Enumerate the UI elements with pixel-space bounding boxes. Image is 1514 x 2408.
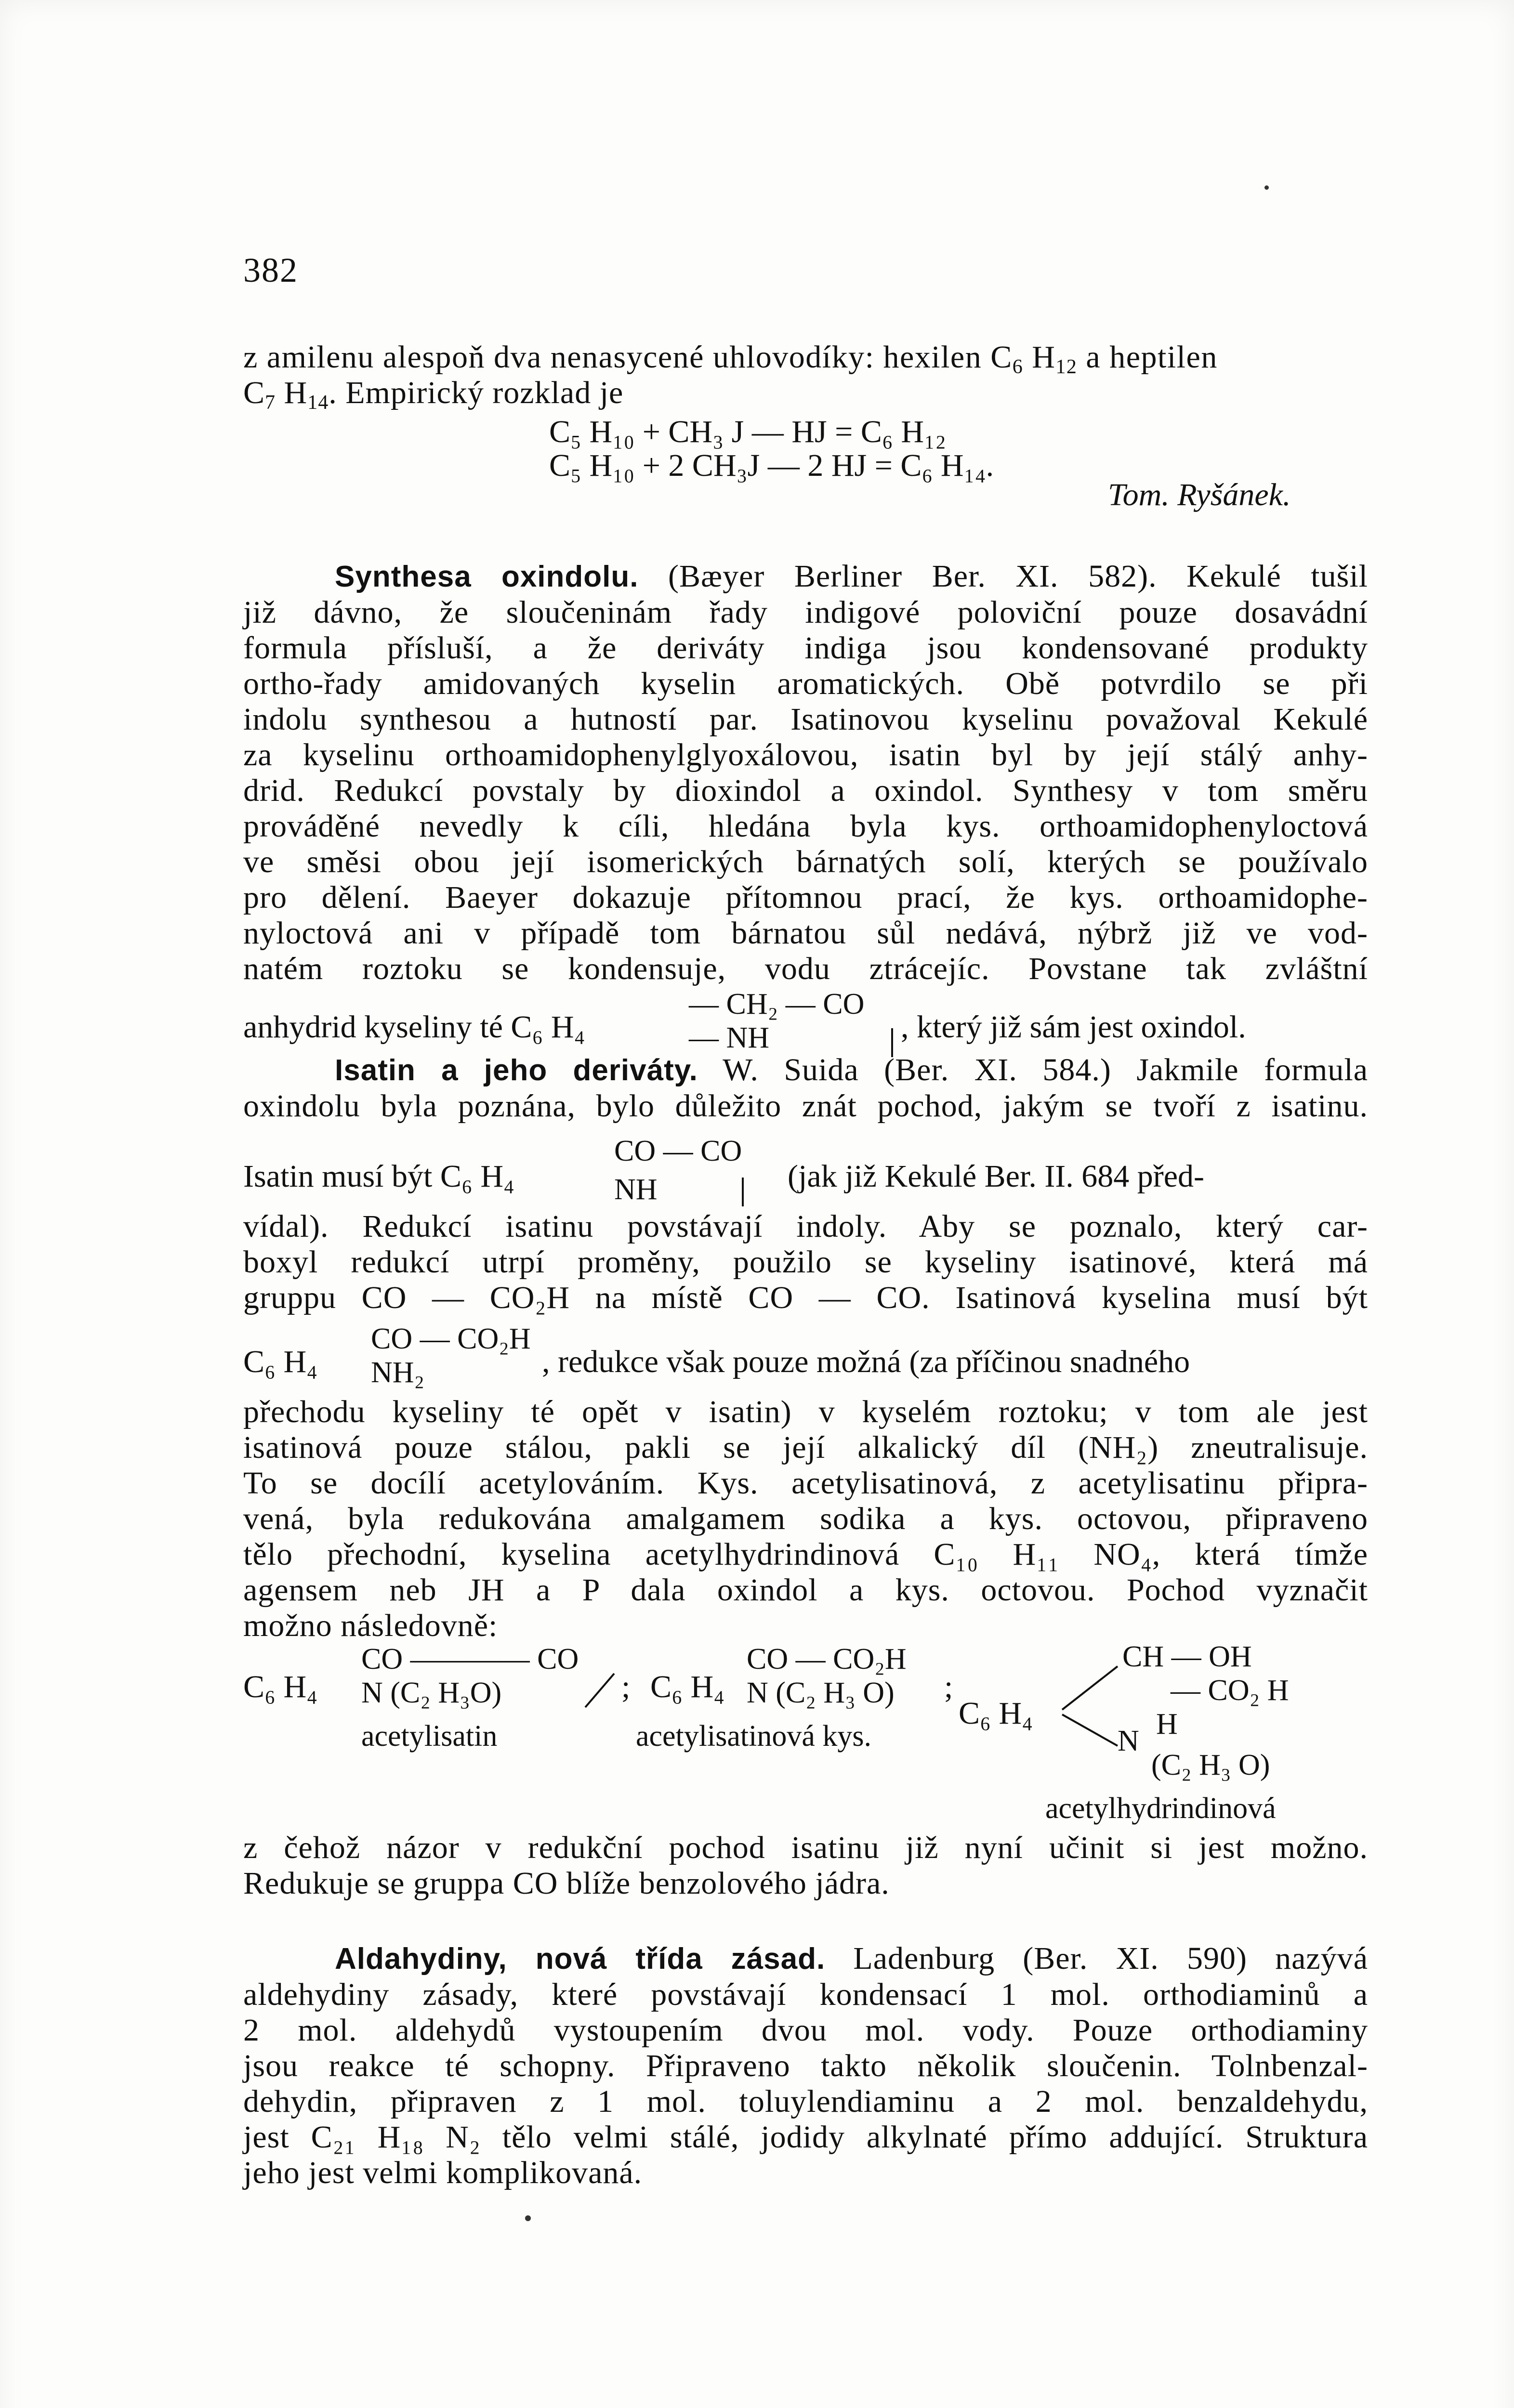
isatin-paragraph-b <box>243 1209 1368 1316</box>
scheme-f2-bottom: N (C₂ H₃ O) <box>747 1676 895 1709</box>
ink-speck <box>525 2215 531 2221</box>
section-line: ortho-řady amidovaných kyselin aromatických. Obě potvrdilo se při <box>243 666 1368 701</box>
section-line: boxyl redukcí utrpí proměny, použilo se kyseliny isatinové, která má <box>243 1244 1368 1280</box>
scheme-f3-label: acetylhydrindinová <box>1045 1792 1276 1825</box>
anhydrid-text: anhydrid kyseliny té C₆ H₄ <box>243 1009 585 1045</box>
scheme-f2-c6h4: C₆ H₄ <box>650 1669 725 1704</box>
acid-top: CO — CO₂H <box>371 1322 531 1355</box>
isatin-paragraph-d <box>243 1830 1368 1901</box>
scheme-f2-top: CO — CO₂H <box>747 1643 907 1675</box>
section-line: možno následovně: <box>243 1608 498 1643</box>
scheme-f3-bonds <box>1060 1657 1122 1753</box>
section-line: vená, byla redukována amalgamem sodika a kys. octovou, připraveno <box>243 1501 1368 1536</box>
section-line: Synthesa oxindolu. (Bæyer Berliner Ber. XI. 582). Kekulé tušil <box>335 559 1368 594</box>
section-line: ve směsi obou její isomerických bárnatých solí, kterých se používalo <box>243 844 1368 879</box>
section-line: z čehož názor v redukční pochod isatinu již nyní učinit si jest možno. <box>243 1830 1368 1865</box>
section-line: To se docílí acetylováním. Kys. acetylisatinová, z acetylisatinu připra- <box>243 1466 1368 1501</box>
anhydrid-top: — CH₂ — CO <box>689 988 865 1021</box>
section-line: prováděné nevedly k cíli, hledána byla kys. orthoamidophenyloctová <box>243 809 1368 844</box>
section-line: jsou reakce té schopny. Připraveno takto několik sloučenin. Tolnbenzal- <box>243 2048 1368 2083</box>
section-line: aldehydiny zásady, které povstávají kondensací 1 mol. orthodiaminů a <box>243 1977 1368 2012</box>
scheme-f1-bond <box>583 1671 617 1710</box>
section-line: formula přísluší, a že deriváty indiga jsou kondensované produkty <box>243 630 1368 666</box>
acid-text: C₆ H₄ <box>243 1344 318 1379</box>
intro-line-1: z amilenu alespoň dva nenasycené uhlovodíky: hexilen $C_6$ $H_{12}$ a heptilen <box>243 340 1218 378</box>
intro-line-2: $C_7$ $H_{14}$. Empirický rozklad je <box>243 375 624 414</box>
section-line: Aldahydiny, nová třída zásad. Ladenburg (Ber. XI. 590) nazývá <box>335 1941 1368 1976</box>
anhydrid-end: , který již sám jest oxindol. <box>901 1009 1246 1045</box>
scheme-f3-c6h4: C₆ H₄ <box>959 1696 1033 1731</box>
isatin-top: CO — CO <box>614 1135 742 1167</box>
intro-paragraph <box>243 340 1368 414</box>
section-line: dehydin, připraven z 1 mol. toluylendiaminu a 2 mol. benzaldehydu, <box>243 2084 1368 2119</box>
isatin-text: Isatin musí být C₆ H₄ <box>243 1159 515 1194</box>
section-line: Isatin a jeho deriváty. W. Suida (Ber. XI. 584.) Jakmile formula <box>335 1052 1368 1087</box>
scheme-f1-c6h4: C₆ H₄ <box>243 1669 318 1704</box>
section-isatin <box>243 1052 1368 1124</box>
section-aldahydiny <box>243 1941 1368 2191</box>
equation-2: C₅ H₁₀ + 2 CH₃J — 2 HJ = C₆ H₁₄. <box>549 448 994 483</box>
section-line: nyloctová ani v případě tom bárnatou sůl nedává, nýbrž již ve vod- <box>243 916 1368 951</box>
section-heading-isatin: Isatin a jeho deriváty. <box>335 1054 698 1087</box>
isatin-bottom: NH <box>614 1173 658 1206</box>
scheme-f3-acyl: (C₂ H₃ O) <box>1151 1749 1270 1781</box>
section-line: jeho jest velmi komplikovaná. <box>243 2155 643 2190</box>
section-line: isatinová pouze stálou, pakli se její alkalický díl (NH₂) zneutralisuje. <box>243 1430 1368 1465</box>
author-signature: Tom. Ryšánek. <box>1108 477 1291 512</box>
page-number: 382 <box>243 251 298 289</box>
scheme-f3-h: H <box>1156 1708 1178 1741</box>
section-line: přechodu kyseliny té opět v isatin) v kyselém roztoku; v tom ale jest <box>243 1394 1368 1429</box>
section-line: oxindolu byla poznána, bylo důležito znát pochod, jakým se tvoří z isatinu. <box>243 1088 1368 1124</box>
section-line: za kyselinu orthoamidophenylglyoxálovou, isatin byl by její stálý anhy- <box>243 737 1368 772</box>
equation-1: C₅ H₁₀ + CH₃ J — HJ = C₆ H₁₂ <box>549 414 947 449</box>
ink-speck <box>1264 185 1269 190</box>
section-line: gruppu CO — CO₂H na místě CO — CO. Isatinová kyselina musí být <box>243 1280 1368 1315</box>
section-line: drid. Redukcí povstaly by dioxindol a oxindol. Synthesy v tom směru <box>243 773 1368 808</box>
section-line: pro dělení. Baeyer dokazuje přítomnou prací, že kys. orthoamidophe- <box>243 880 1368 915</box>
section-line: indolu synthesou a hutností par. Isatinovou kyselinu považoval Kekulé <box>243 702 1368 737</box>
acid-end: , redukce však pouze možná (za příčinou snadného <box>542 1344 1190 1379</box>
scheme-f3-n: N <box>1118 1725 1139 1757</box>
section-line: Redukuje se gruppa CO blíže benzolového jádra. <box>243 1866 890 1901</box>
anhydrid-bottom: — NH <box>689 1021 770 1054</box>
section-line: již dávno, že sloučeninám řady indigové poloviční pouze dosavádní <box>243 595 1368 630</box>
scheme-f1-top: CO ———— CO <box>361 1643 579 1675</box>
acid-bottom: NH₂ <box>371 1356 425 1389</box>
scheme-separator: ; <box>944 1669 953 1704</box>
scheme-f1-label: acetylisatin <box>361 1720 498 1753</box>
section-line: agensem neb JH a P dala oxindol a kys. octovou. Pochod vyznačit <box>243 1572 1368 1608</box>
isatin-bond <box>742 1178 744 1206</box>
scheme-f2-label: acetylisatinová kys. <box>636 1720 871 1753</box>
section-line: jest C₂₁ H₁₈ N₂ tělo velmi stálé, jodidy alkylnaté přímo addující. Struktura <box>243 2120 1368 2155</box>
section-line: 2 mol. aldehydů vystoupením dvou mol. vody. Pouze orthodiaminy <box>243 2013 1368 2048</box>
section-line: vídal). Redukcí isatinu povstávají indoly. Aby se poznalo, který car- <box>243 1209 1368 1244</box>
scheme-f1-bottom: N (C₂ H₃O) <box>361 1676 502 1709</box>
section-heading-aldahydiny: Aldahydiny, nová třída zásad. <box>335 1942 826 1976</box>
scheme-f3-top: CH — OH <box>1122 1640 1252 1673</box>
section-line: natém roztoku se kondensuje, vodu ztrácejíc. Povstane tak zvláštní <box>243 951 1368 986</box>
section-line: tělo přechodní, kyselina acetylhydrindinová C₁₀ H₁₁ NO₄, která tímže <box>243 1537 1368 1572</box>
isatin-paragraph-c <box>243 1394 1368 1644</box>
section-oxindol <box>243 559 1368 987</box>
isatin-end: (jak již Kekulé Ber. II. 684 před- <box>788 1159 1205 1194</box>
section-heading-oxindol: Synthesa oxindolu. <box>335 560 639 593</box>
scheme-separator: ; <box>621 1669 631 1704</box>
scheme-f3-mid: — CO₂ H <box>1171 1674 1289 1707</box>
